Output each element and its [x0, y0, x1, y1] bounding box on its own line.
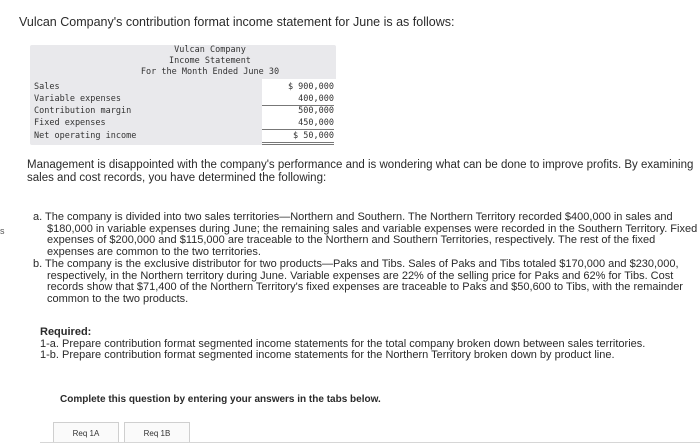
row-label: Variable expenses: [34, 94, 121, 104]
row-value: $ 900,000: [287, 82, 334, 92]
facts-list: [33, 212, 698, 306]
complete-instruction: Complete this question by entering your answers in the tabs below.: [60, 394, 381, 405]
fact-a: a. The company is divided into two sales territories—Northern and Southern. The Northern Territory recorded $400,000 in sales and $180,000 in variable expenses during June; the remaining sales and variable expenses were recorded in the Southern Territory. Fixed expenses of $200,000 and $115,000 are traceable to the Northern and Southern Territories, respectively. The rest of the fixed expenses are common to the two territories.: [33, 211, 698, 258]
statement-row-net-operating-income: [34, 130, 334, 142]
tab-req-1a[interactable]: Req 1A: [53, 422, 119, 443]
statement-row-sales: [34, 81, 334, 93]
row-value: 450,000: [262, 117, 334, 130]
statement-period: For the Month Ended June 30: [140, 67, 280, 77]
statement-company: Vulcan Company: [174, 45, 246, 55]
statement-row-contribution-margin: [34, 105, 334, 117]
required-heading: Required:: [40, 326, 92, 338]
row-label: Contribution margin: [34, 106, 132, 116]
row-label: Fixed expenses: [34, 118, 106, 128]
management-paragraph: Management is disappointed with the company's performance and is wondering what can be done to improve profits. By examining sales and cost records, you have determined the following:: [27, 159, 694, 184]
income-statement: [30, 45, 336, 145]
statement-row-fixed-expenses: [34, 117, 334, 129]
row-label: Sales: [34, 82, 60, 92]
statement-header: [115, 45, 305, 78]
statement-row-variable-expenses: [34, 93, 334, 105]
row-value: 400,000: [262, 93, 334, 106]
fact-b: b. The company is the exclusive distributor for two products—Paks and Tibs. Sales of Paks and Tibs totaled $170,000 and $230,000, respectively, in the Northern territory during June. Variable expenses are 22% of the selling price for Paks and 62% for Tibs. Cost records show that $71,400 of the Northern Territory's fixed expenses are traceable to Paks and $50,600 to Tibs, with the remainder common to the two products.: [33, 258, 683, 305]
required-section: [40, 327, 645, 362]
statement-title: Income Statement: [169, 56, 251, 66]
requirement-1a: 1-a. Prepare contribution format segmented income statements for the total company broken down between sales territories.: [40, 337, 646, 350]
row-value: $ 50,000: [262, 130, 334, 145]
intro-text: Vulcan Company's contribution format income statement for June is as follows:: [19, 15, 455, 29]
cut-off-sidebar-text: s: [0, 226, 5, 236]
requirement-1b: 1-b. Prepare contribution format segmented income statements for the Northern Territory broken down by product line.: [40, 349, 615, 361]
row-label: Net operating income: [34, 131, 137, 141]
tab-req-1b[interactable]: Req 1B: [124, 422, 190, 443]
row-value: 500,000: [298, 106, 334, 116]
